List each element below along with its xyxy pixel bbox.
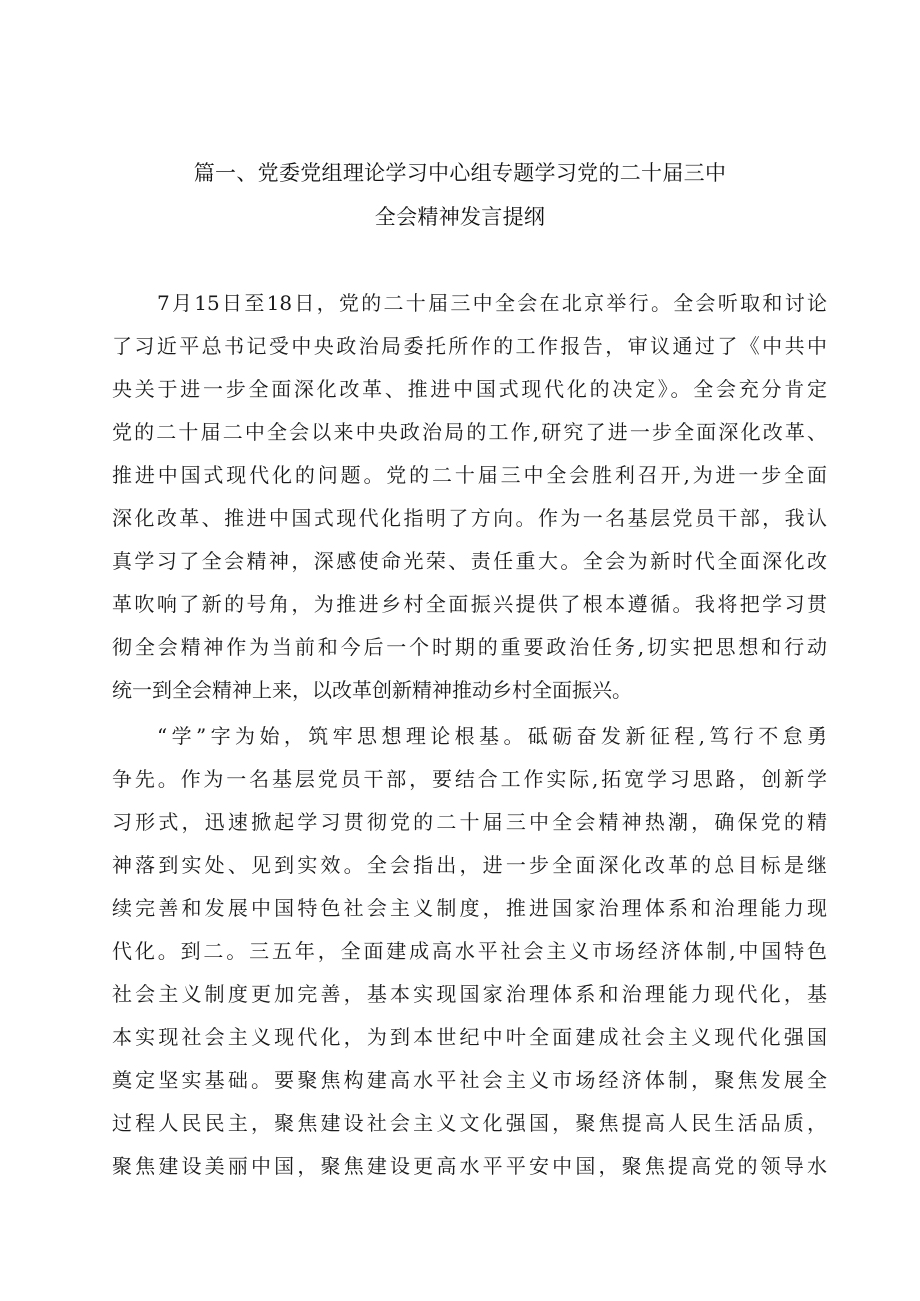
- paragraph-2-line: 社会主义制度更加完善，基本实现国家治理体系和治理能力现代化，基: [112, 982, 827, 1006]
- paragraph-1-line: 推进中国式现代化的问题。党的二十届三中全会胜利召开,为进一步全面: [112, 463, 827, 487]
- paragraph-2-line: 本实现社会主义现代化，为到本世纪中叶全面建成社会主义现代化强国: [112, 1025, 827, 1049]
- paragraph-1-line: 革吹响了新的号角，为推进乡村全面振兴提供了根本遵循。我将把学习贯: [112, 592, 827, 616]
- paragraph-1-line: 真学习了全会精神，深感使命光荣、责任重大。全会为新时代全面深化改: [112, 549, 827, 573]
- paragraph-2-line: 代化。到二。三五年，全面建成高水平社会主义市场经济体制,中国特色: [112, 939, 827, 963]
- document-title-line-2: 全会精神发言提纲: [374, 205, 546, 229]
- paragraph-1-line: 了习近平总书记受中央政治局委托所作的工作报告，审议通过了《中共中: [112, 334, 827, 358]
- paragraph-1-line: 央关于进一步全面深化改革、推进中国式现代化的决定》。全会充分肯定: [112, 377, 827, 401]
- paragraph-1-line: 党的二十届二中全会以来中央政治局的工作,研究了进一步全面深化改革、: [112, 420, 827, 444]
- paragraph-2-line: 神落到实处、见到实效。全会指出，进一步全面深化改革的总目标是继: [112, 853, 827, 877]
- paragraph-1-line: 统一到全会精神上来，以改革创新精神推动乡村全面振兴。: [112, 678, 632, 702]
- paragraph-1-line: 深化改革、推进中国式现代化指明了方向。作为一名基层党员干部，我认: [112, 506, 827, 530]
- paragraph-2-line: 习形式，迅速掀起学习贯彻党的二十届三中全会精神热潮，确保党的精: [112, 810, 827, 834]
- paragraph-2-line: “学”字为始，筑牢思想理论根基。砥砺奋发新征程,笃行不怠勇: [157, 724, 827, 748]
- paragraph-2-line: 聚焦建设美丽中国，聚焦建设更高水平平安中国，聚焦提高党的领导水: [112, 1154, 827, 1178]
- paragraph-2-line: 续完善和发展中国特色社会主义制度，推进国家治理体系和治理能力现: [112, 896, 827, 920]
- paragraph-2-line: 奠定坚实基础。要聚焦构建高水平社会主义市场经济体制，聚焦发展全: [112, 1068, 827, 1092]
- paragraph-2-line: 过程人民民主，聚焦建设社会主义文化强国，聚焦提高人民生活品质，: [112, 1111, 827, 1135]
- paragraph-1-line: 彻全会精神作为当前和今后一个时期的重要政治任务,切实把思想和行动: [112, 635, 827, 659]
- document-title-line-1: 篇一、党委党组理论学习中心组专题学习党的二十届三中: [193, 161, 727, 185]
- paragraph-1-line: 7月15日至18日，党的二十届三中全会在北京举行。全会听取和讨论: [157, 291, 827, 315]
- paragraph-2-line: 争先。作为一名基层党员干部，要结合工作实际,拓宽学习思路，创新学: [112, 767, 827, 791]
